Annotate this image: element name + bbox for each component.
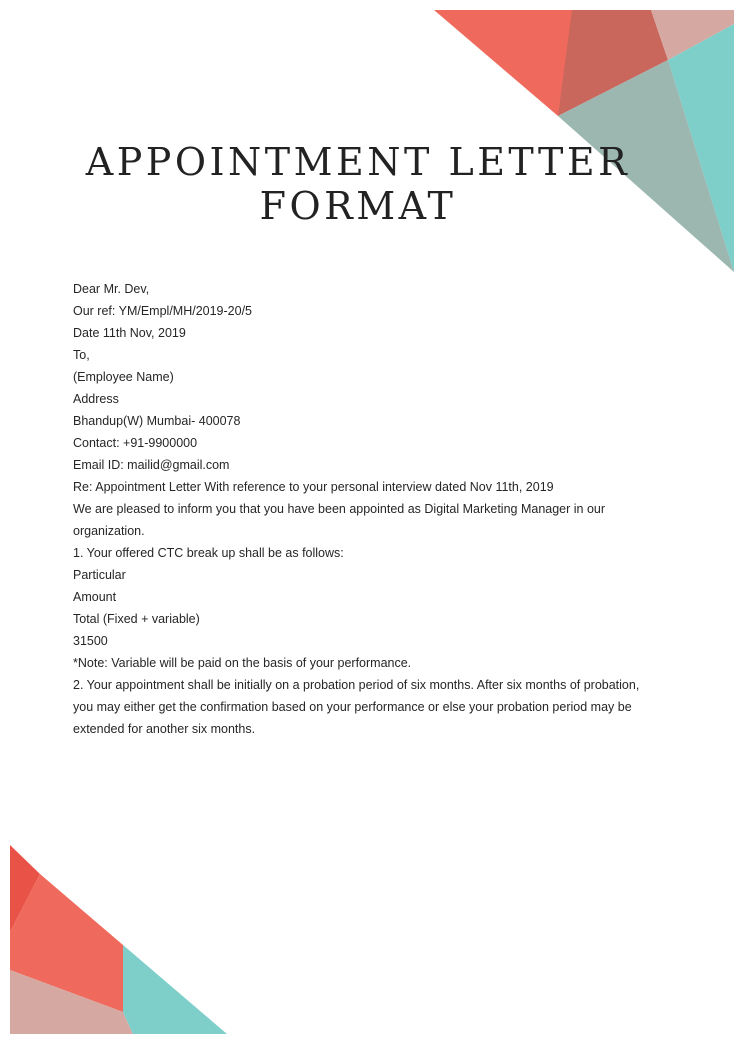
address-label: Address [73, 392, 119, 406]
title-line-2: FORMAT [259, 184, 457, 228]
ctc-point: 1. Your offered CTC break up shall be as follows: [73, 546, 344, 560]
recipient-to: To, [73, 348, 90, 362]
title-line-1: APPOINTMENT LETTER [85, 140, 631, 184]
city-line: Bhandup(W) Mumbai- 400078 [73, 414, 241, 428]
amount-label: Amount [73, 590, 117, 604]
bottom-teal-triangle [123, 945, 227, 1034]
variable-note: *Note: Variable will be paid on the basis of your performance. [73, 656, 412, 670]
letter-page [10, 10, 734, 1034]
letter-date: Date 11th Nov, 2019 [73, 326, 186, 340]
probation-point: 2. Your appointment shall be initially on a probation period of six months. After six months of probation, you may either get the confirmation based on your performance or else your probation period may be extended for another six months. [73, 678, 640, 736]
reference-number: Our ref: YM/Empl/MH/2019-20/5 [73, 304, 253, 318]
employee-name: (Employee Name) [73, 370, 174, 384]
page-title [10, 140, 706, 228]
salutation: Dear Mr. Dev, [73, 282, 150, 296]
total-value: 31500 [73, 634, 108, 648]
total-label: Total (Fixed + variable) [73, 612, 200, 626]
contact-line: Contact: +91-9900000 [73, 436, 198, 450]
subject-line: Re: Appointment Letter With reference to your personal interview dated Nov 11th, 2019 [73, 480, 554, 494]
particular-label: Particular [73, 568, 126, 582]
intro-paragraph: We are pleased to inform you that you have been appointed as Digital Marketing Manager in our organization. [73, 502, 606, 538]
email-line: Email ID: mailid@gmail.com [73, 458, 230, 472]
letter-body [73, 278, 643, 740]
